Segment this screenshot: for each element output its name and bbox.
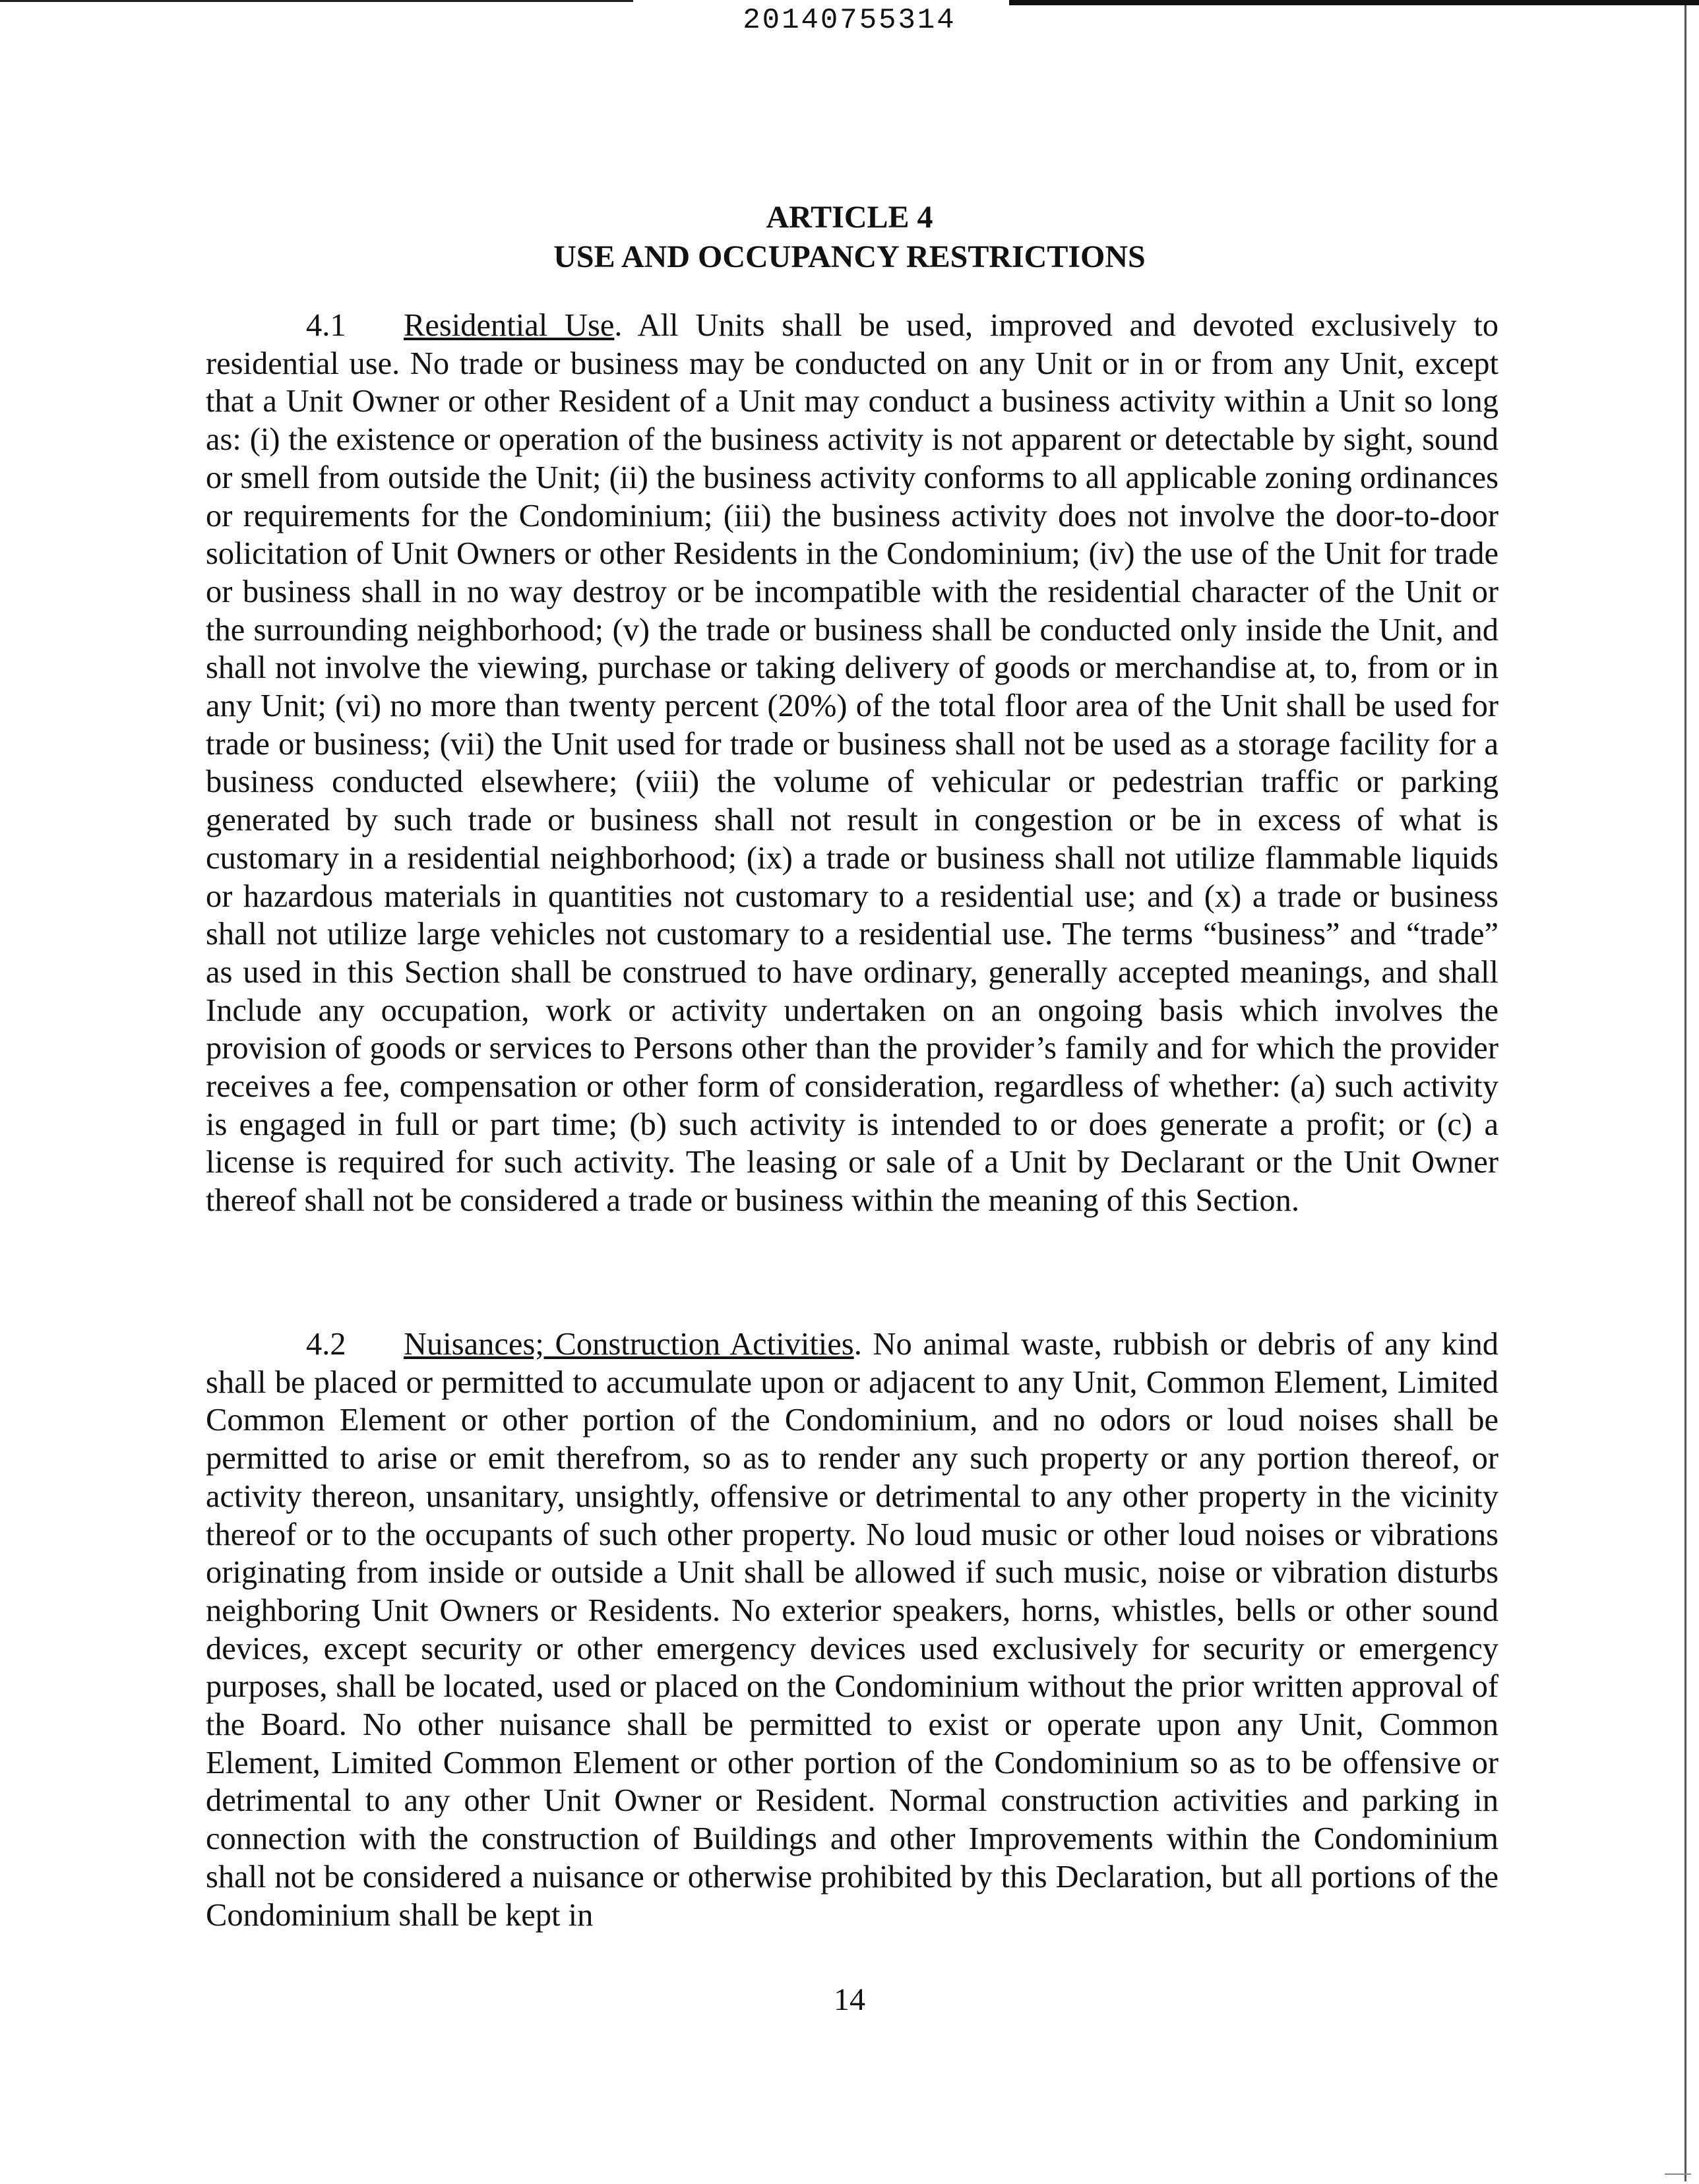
section-number: 4.1 (306, 308, 346, 343)
section-title: Residential Use (404, 308, 615, 343)
section-body: . All Units shall be used, improved and devoted exclusively to residential use. No trade or business may be conducted on any Unit or in or from any Unit, except that a Unit Owner or other Resident of a Unit may conduct a business activity within a Unit so long as: (i) the existence or operation of the business activity is not apparent or detectable by sight, sound or smell from outside the Unit; (ii) the business activity conforms to all applicable zoning ordinances or requirements for the Condominium; (iii) the business activity does not involve the door-to-door solicitation of Unit Owners or other Residents in the Condominium; (iv) the use of the Unit for trade or business shall in no way destroy or be incompatible with the residential character of the Unit or the surrounding neighborhood; (v) the trade or business shall be conducted only inside the Unit, and shall not involve the viewing, purchase or taking delivery of goods or merchandise at, to, from or in any Unit; (vi) no more than twenty percent (20%) of the total floor area of the Unit shall be used for trade or business; (vii) the Unit used for trade or business shall not be used as a storage facility for a business conducted elsewhere; (viii) the volume of vehicular or pedestrian traffic or parking generated by such trade or business shall not result in congestion or be in excess of what is customary in a residential neighborhood; (ix) a trade or business shall not utilize flammable liquids or hazardous materials in quantities not customary to a residential use; and (x) a trade or business shall not utilize large vehicles not customary to a residential use. The terms “business” and “trade” as used in this Section shall be construed to have ordinary, generally accepted meanings, and shall Include any occupation, work or activity undertaken on an ongoing basis which involves the provision of goods or services to Persons other than the provider’s family and for which the provider receives a fee, compensation or other form of consideration, regardless of whether: (a) such activity is engaged in full or part time; (b) such activity is intended to or does generate a profit; or (c) a license is required for such activity. The leasing or sale of a Unit by Declarant or the Unit Owner thereof shall not be considered a trade or business within the meaning of this Section. (206, 308, 1498, 1219)
scan-top-rule (0, 0, 633, 2)
scan-corner-mark (1665, 2173, 1691, 2175)
article-title: USE AND OCCUPANCY RESTRICTIONS (553, 239, 1146, 274)
document-number: 20140755314 (743, 4, 956, 37)
page-number: 14 (834, 1982, 865, 2017)
section-title: Nuisances; Construction Activities (404, 1327, 854, 1362)
section-4-2 (206, 1325, 1498, 1934)
section-4-1 (206, 307, 1498, 1220)
section-body: . No animal waste, rubbish or debris of any kind shall be placed or permitted to accumulate upon or adjacent to any Unit, Common Element, Limited Common Element or other portion of the Condominium, and no odors or loud noises shall be permitted to arise or emit therefrom, so as to render any such property or any portion thereof, or activity thereon, unsanitary, unsightly, offensive or detrimental to any other property in the vicinity thereof or to the occupants of such other property. No loud music or other loud noises or vibrations originating from inside or outside a Unit shall be allowed if such music, noise or vibration disturbs neighboring Unit Owners or Residents. No exterior speakers, horns, whistles, bells or other sound devices, except security or other emergency devices used exclusively for security or emergency purposes, shall be located, used or placed on the Condominium without the prior written approval of the Board. No other nuisance shall be permitted to exist or operate upon any Unit, Common Element, Limited Common Element or other portion of the Condominium so as to be offensive or detrimental to any other Unit Owner or Resident. Normal construction activities and parking in connection with the construction of Buildings and other Improvements within the Condominium shall not be considered a nuisance or otherwise prohibited by this Declaration, but all portions of the Condominium shall be kept in (206, 1327, 1499, 1933)
article-number: ARTICLE 4 (766, 200, 933, 235)
scan-right-edge (1684, 5, 1686, 2181)
article-heading (0, 198, 1699, 277)
section-number: 4.2 (306, 1327, 346, 1362)
